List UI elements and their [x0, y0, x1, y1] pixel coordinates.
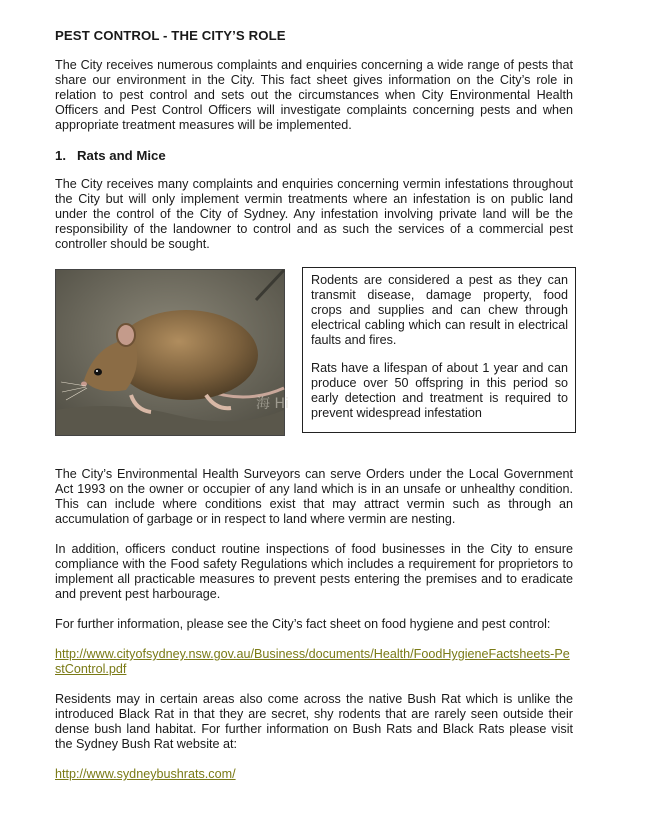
intro-paragraph: The City receives numerous complaints and enquiries concerning a wide range of pests that share our environment in the City. This fact sheet gives information on the City’s role in relation to pest control and sets out the circumstances when City Environmental Health Officers and Pest Control Officers will investigate complaints concerning pests and when appropriate treatment measures will be implemented.: [55, 58, 573, 132]
rat-illustration: [56, 270, 289, 435]
link-block-2: [55, 767, 573, 782]
callout-paragraph-1: Rodents are considered a pest as they can transmit disease, damage property, food crops and supplies and can chew through electrical cabling which can result in electrical faults and fires.: [311, 273, 568, 347]
rats-paragraph-1: The City receives many complaints and enquiries concerning vermin infestations throughout the City but will only implement vermin treatments where an infestation is on public land under the control of the City of Sydney. Any infestation involving private land will be the responsibility of the landowner to control and as such the services of a commercial pest controller should be sought.: [55, 177, 573, 251]
section-heading: [55, 148, 573, 164]
food-hygiene-link[interactable]: http://www.cityofsydney.nsw.gov.au/Business/documents/Health/FoodHygieneFactsheets-PestControl.pdf: [55, 647, 570, 676]
rats-paragraph-5: Residents may in certain areas also come across the native Bush Rat which is unlike the introduced Black Rat in that they are secret, shy rodents that are rarely seen outside their dense bush land habitat. For further information on Bush Rats and Black Rats please visit the Sydney Bush Rat website at:: [55, 692, 573, 751]
callout-paragraph-2: Rats have a lifespan of about 1 year and can produce over 50 offspring in this period so early detection and treatment is required to prevent widespread infestation: [311, 361, 568, 420]
document-title: PEST CONTROL - THE CITY’S ROLE: [55, 28, 286, 43]
figure-row: [55, 267, 573, 437]
section-title: Rats and Mice: [77, 148, 166, 163]
callout-box: [302, 267, 576, 433]
bush-rats-link[interactable]: http://www.sydneybushrats.com/: [55, 767, 236, 781]
link-block-1: [55, 647, 573, 677]
rats-paragraph-2: The City’s Environmental Health Surveyors can serve Orders under the Local Government Act 1993 on the owner or occupier of any land which is in an unsafe or unhealthy condition. This can include where conditions exist that may attract vermin such as through an accumulation of garbage or in respect to land where vermin are nesting.: [55, 467, 573, 526]
rats-paragraph-3: In addition, officers conduct routine inspections of food businesses in the City to ensure compliance with the Food safety Regulations which includes a requirement for proprietors to implement all practicable measures to prevent pests entering the premises and to eradicate and prevent pest harbourage.: [55, 542, 573, 601]
rat-photo: [55, 269, 289, 436]
photo-watermark: 海 Hi: [256, 396, 289, 412]
rats-paragraph-4: For further information, please see the City’s fact sheet on food hygiene and pest control:: [55, 617, 551, 631]
section-number: 1.: [55, 148, 66, 163]
document-page: [55, 28, 573, 797]
